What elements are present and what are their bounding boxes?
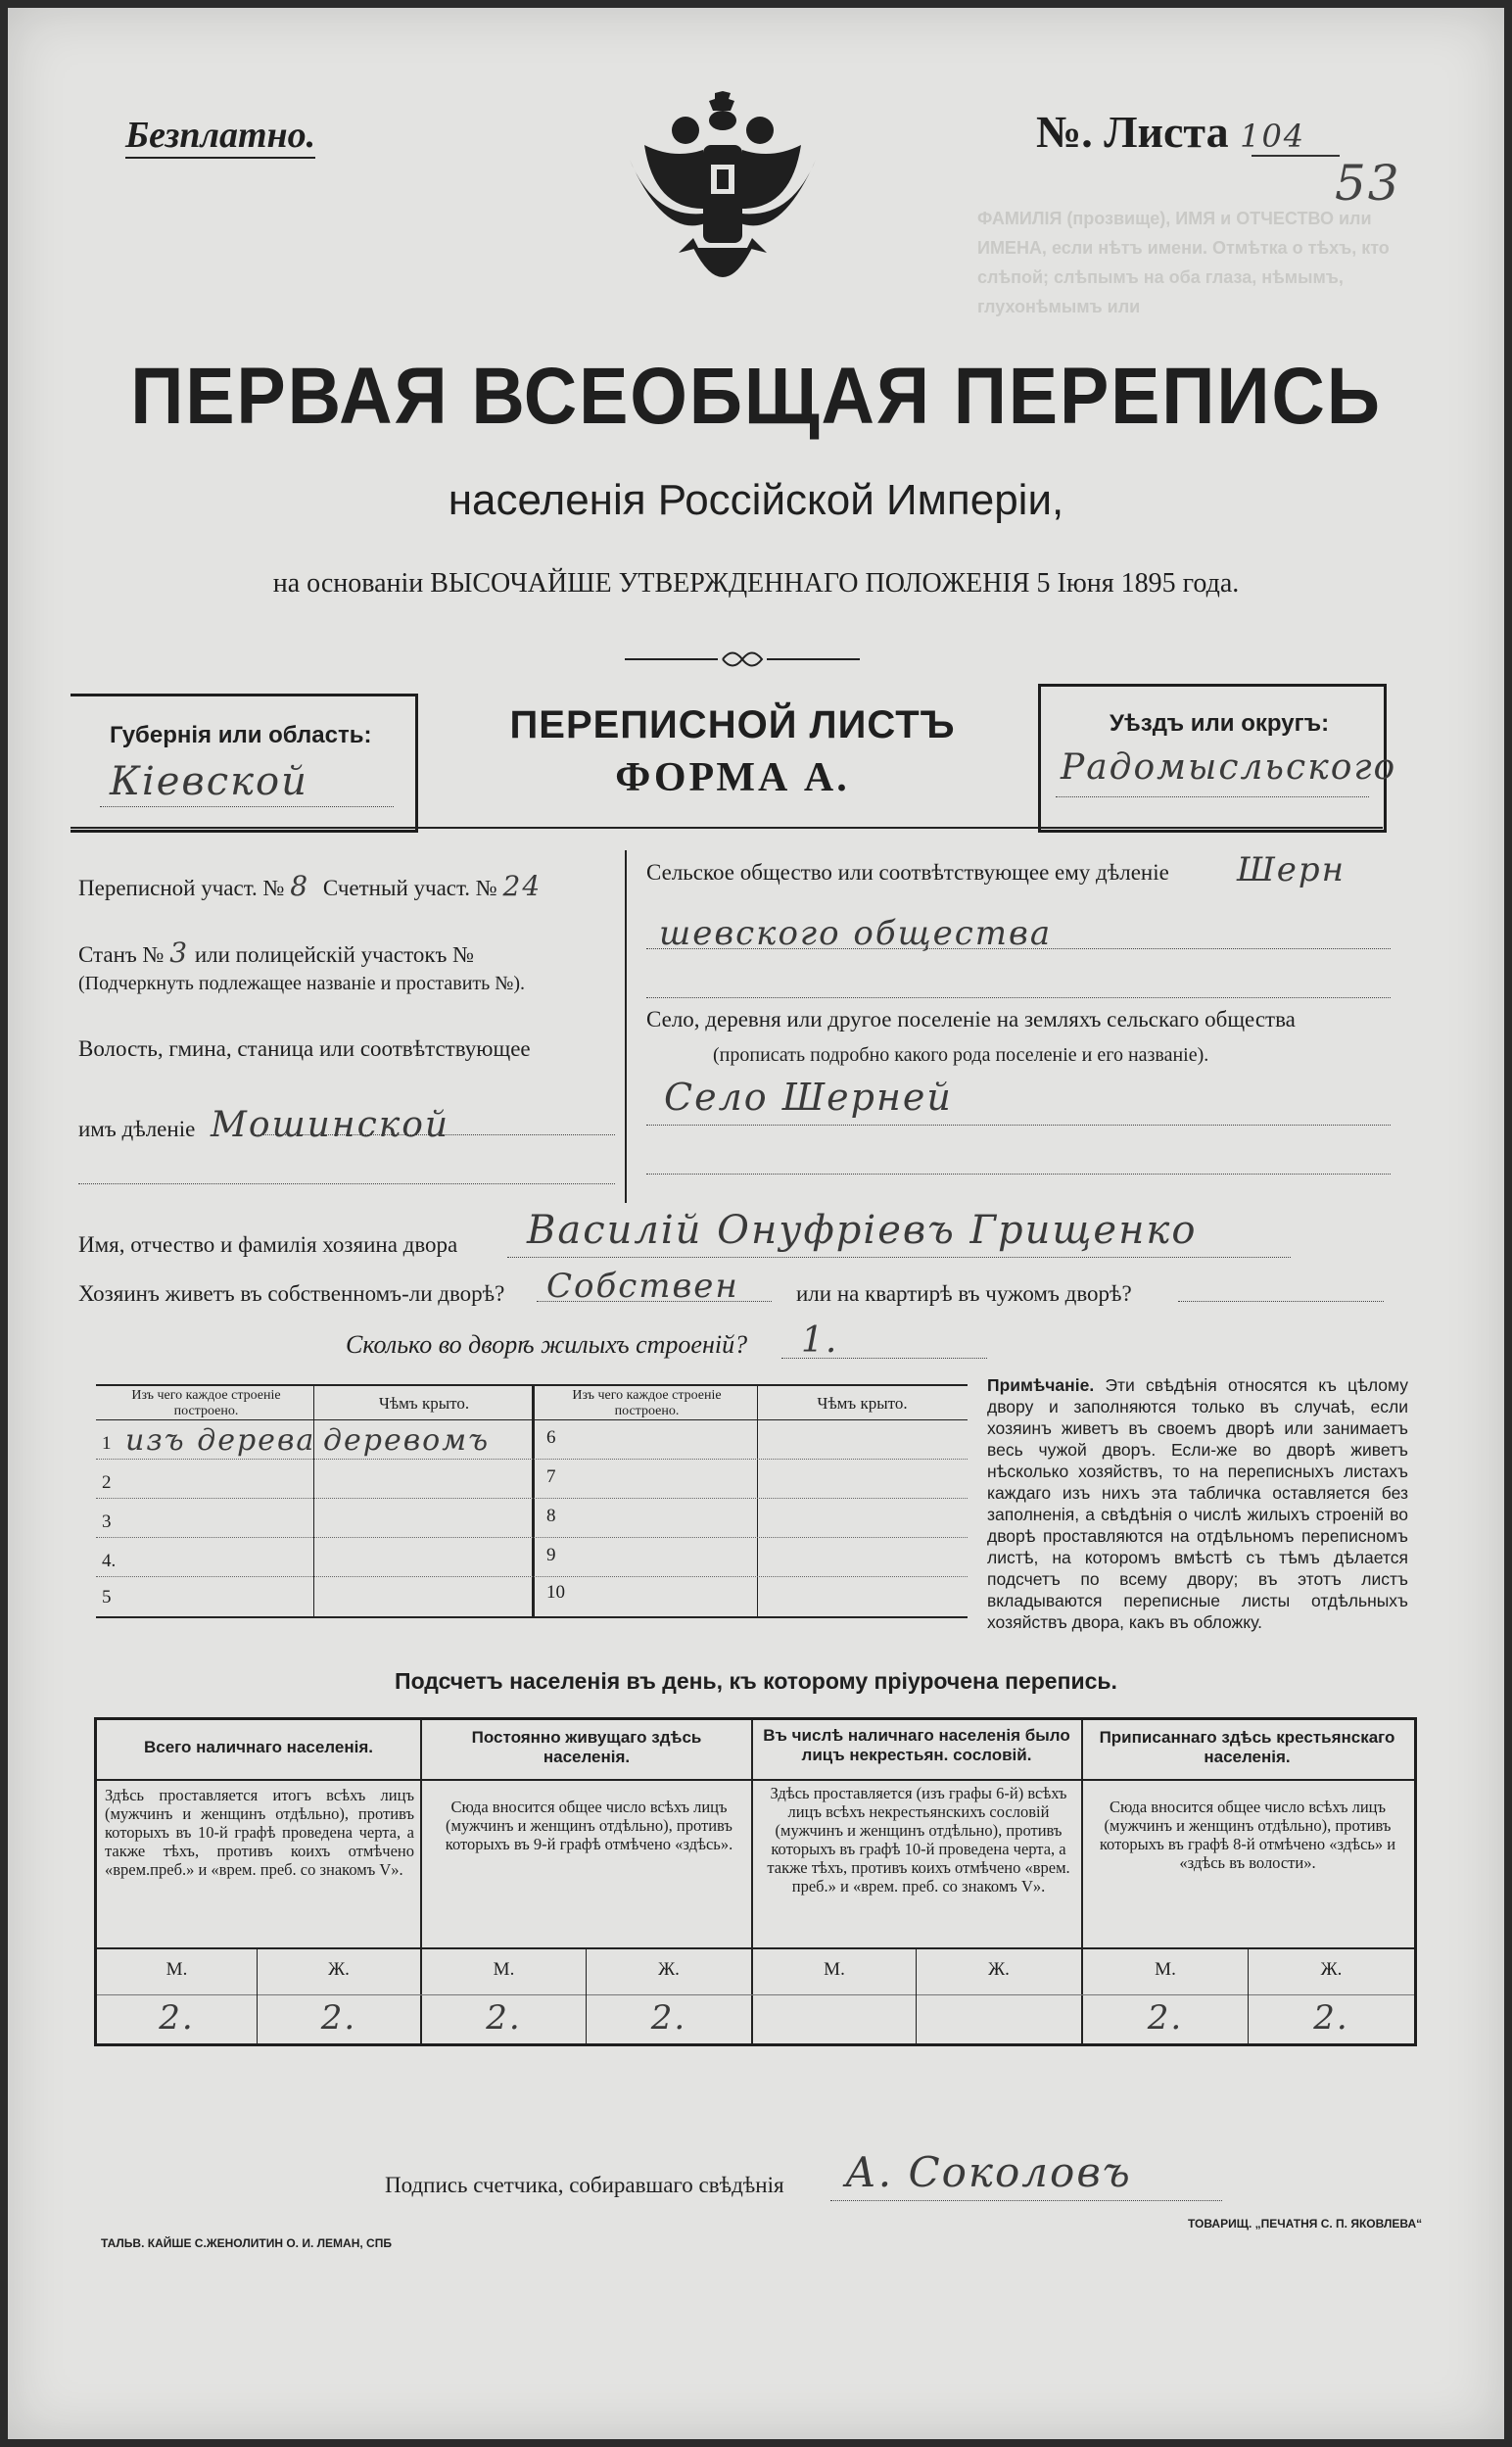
row-num-9: 9	[546, 1545, 556, 1565]
buildings-label: Сколько во дворѣ жилыхъ строеній?	[346, 1330, 748, 1359]
sheet-number: 104	[1240, 118, 1306, 155]
sign-value[interactable]: А. Соколовъ	[845, 2148, 1132, 2196]
volost-label: Волость, гмина, станица или соотвѣтствующее	[78, 1036, 531, 1061]
buildings-value[interactable]: 1.	[801, 1320, 839, 1361]
census-form-page	[8, 8, 1504, 2439]
lives-label2: или на квартирѣ въ чужомъ дворѣ?	[796, 1281, 1132, 1306]
selo-value[interactable]: Село Шерней	[664, 1076, 953, 1119]
row-num-4: 4.	[102, 1551, 117, 1571]
lives-label: Хозяинъ живетъ въ собственномъ-ли дворѣ?	[78, 1281, 505, 1306]
selskoe-value2[interactable]: шевского общества	[659, 914, 1053, 953]
count-desc-3: Сюда вносится общее число всѣхъ лицъ (мужчинъ и женщинъ отдѣльно), противъ которыхъ въ графѣ 8-й отмѣчено «здѣсь» и «здѣсь въ волости».	[1099, 1798, 1396, 1872]
form-title: ПЕРЕПИСНОЙ ЛИСТЪ	[509, 703, 956, 746]
count-head-2: Въ числѣ наличнаго населенія было лицъ некрестьян. сословій.	[763, 1726, 1070, 1764]
row1-material[interactable]: изъ дерева	[125, 1423, 316, 1458]
uezd-box	[1038, 684, 1397, 833]
row-num-2: 2	[102, 1472, 112, 1493]
form-sub: ФОРМА А.	[615, 755, 850, 800]
volost-row: имъ дѣленіе Мошинской	[78, 1105, 450, 1145]
count-m-value-3[interactable]: 2.	[1147, 1998, 1184, 2038]
owner-label: Имя, отчество и фамилія хозяина двора	[78, 1232, 458, 1257]
note-text: Эти свѣдѣнія относятся къ цѣлому двору и заполняются только въ случаѣ, если хозяинъ живетъ въ своемъ дворѣ или занимаетъ весь чужой дворъ. Если-же во дворѣ живетъ нѣсколько хозяйствъ, то на переписныхъ листахъ каждаго изъ нихъ эта табличка оставляется без заполненія, а свѣдѣнія о числѣ жилыхъ строеній во дворѣ проставляются на отдѣльномъ переписномъ листѣ, на которомъ вмѣстѣ съ тѣмъ дѣлается подсчетъ по всему двору; въ этотъ листъ вкладываются переписные листы отдѣльныхъ хозяйствъ двора, какъ въ обложку.	[987, 1375, 1408, 1632]
volost-value[interactable]: Мошинской	[211, 1105, 450, 1145]
gubernia-label: Губернія или область:	[110, 722, 372, 748]
col-roof-right: Чѣмъ крыто.	[817, 1394, 908, 1413]
count-desc-0: Здѣсь проставляется итогъ всѣхъ лицъ (мужчинъ и женщинъ отдѣльно), противъ которыхъ въ 10-й графѣ проведена черта, а также тѣхъ, противъ коихъ отмѣчено «врем.преб.» и «врем. преб. со знакомъ V».	[105, 1786, 414, 1879]
count-zh-value-0[interactable]: 2.	[320, 1998, 357, 2038]
row-num-1: 1	[102, 1433, 112, 1454]
row-num-7: 7	[546, 1466, 556, 1487]
col-roof-left: Чѣмъ крыто.	[378, 1394, 470, 1413]
col-material-left: Изъ чего каждое строеніе построено.	[131, 1388, 281, 1419]
selskoe-value1[interactable]: Шерн	[1237, 850, 1347, 889]
count-desc-1: Сюда вносится общее число всѣхъ лицъ (мужчинъ и женщинъ отдѣльно), противъ которыхъ въ 9-й графѣ отмѣчено «здѣсь».	[445, 1798, 733, 1853]
row-num-6: 6	[546, 1427, 556, 1448]
subtitle: населенія Россійской Имперіи,	[448, 476, 1064, 524]
col-material-right: Изъ чего каждое строеніе построено.	[572, 1388, 722, 1419]
bleed-through-text: ФАМИЛІЯ (прозвище), ИМЯ и ОТЧЕСТВО или ИМЕНА, если нѣтъ имени. Отмѣтка о тѣхъ, кто слѣпой; слѣпымъ на оба глаза, нѣмымъ, глухонѣмымъ или	[977, 209, 1390, 316]
row-num-8: 8	[546, 1506, 556, 1526]
count-zh-value-3[interactable]: 2.	[1313, 1998, 1349, 2038]
count-m-value-0[interactable]: 2.	[159, 1998, 195, 2038]
basis-line: на основаніи ВЫСОЧАЙШЕ УТВЕРЖДЕННАГО ПОЛОЖЕНІЯ 5 Іюня 1895 года.	[272, 568, 1240, 599]
perepis-uchast-value[interactable]: 8	[290, 870, 310, 902]
uezd-label: Уѣздъ или округъ:	[1110, 710, 1330, 737]
sheet-label: №. Листа	[1036, 107, 1229, 157]
count-m-value-1[interactable]: 2.	[486, 1998, 522, 2038]
ornament-divider	[625, 645, 860, 674]
count-table	[94, 1717, 1417, 2046]
lives-value[interactable]: Собствен	[546, 1267, 739, 1306]
note-block	[987, 1374, 1408, 1633]
count-m-label-0: М.	[165, 1959, 188, 1980]
count-zh-label-3: Ж.	[1320, 1959, 1343, 1980]
note-title: Примѣчаніе.	[987, 1375, 1095, 1395]
count-m-label-3: М.	[1155, 1959, 1176, 1980]
count-m-label-2: М.	[824, 1959, 845, 1980]
count-zh-label-0: Ж.	[328, 1959, 350, 1980]
uezd-value[interactable]: Радомысльского	[1061, 747, 1397, 788]
sheet-number-label	[1036, 106, 1305, 158]
selo-label: Село, деревня или другое поселеніе на земляхъ сельскаго общества	[646, 1007, 1296, 1032]
count-m-label-1: М.	[493, 1959, 515, 1980]
count-head-1: Постоянно живущаго здѣсь населенія.	[471, 1728, 702, 1766]
printer-left: ТАЛЬВ. КАЙШЕ С.ЖЕНОЛИТИН О. И. ЛЕМАН, СПБ	[101, 2236, 392, 2250]
stan-note: (Подчеркнуть подлежащее названіе и проставить №).	[78, 973, 525, 994]
stamp-number: 53	[1335, 155, 1401, 212]
count-zh-value-1[interactable]: 2.	[650, 1998, 687, 2038]
buildings-table	[96, 1384, 968, 1618]
imperial-eagle-icon	[625, 91, 821, 297]
schetny-uchast-value[interactable]: 24	[502, 870, 543, 902]
sign-label: Подпись счетчика, собиравшаго свѣдѣнія	[385, 2173, 784, 2197]
count-title: Подсчетъ населенія въ день, къ которому пріурочена перепись.	[395, 1668, 1117, 1694]
selo-note: (прописать подробно какого рода поселеніе и его названіе).	[713, 1044, 1209, 1066]
count-zh-label-2: Ж.	[988, 1959, 1010, 1980]
count-head-0: Всего наличнаго населенія.	[144, 1738, 373, 1756]
page-title: ПЕРВАЯ ВСЕОБЩАЯ ПЕРЕПИСЬ	[130, 352, 1382, 441]
gubernia-value[interactable]: Кіевской	[110, 759, 308, 804]
selskoe-label: Сельское общество или соотвѣтствующее ему дѣленіе	[646, 860, 1169, 885]
stan-row: Станъ № 3 или полицейскій участокъ №	[78, 936, 475, 969]
row-num-10: 10	[546, 1582, 565, 1603]
free-label: Безплатно.	[125, 114, 315, 159]
count-zh-label-1: Ж.	[658, 1959, 680, 1980]
gubernia-box	[71, 694, 418, 833]
count-head-3: Приписаннаго здѣсь крестьянскаго населенія.	[1099, 1728, 1395, 1766]
printer-right: ТОВАРИЩ. „ПЕЧАТНЯ С. П. ЯКОВЛЕВА“	[1188, 2217, 1423, 2231]
row1-roof[interactable]: деревомъ	[323, 1423, 491, 1458]
row-num-3: 3	[102, 1511, 112, 1532]
owner-value[interactable]: Василій Онуфріевъ Грищенко	[527, 1208, 1198, 1253]
perepis-uchast-row: Переписной участ. № 8 Счетный участ. № 24	[78, 870, 543, 902]
stan-value[interactable]: 3	[169, 936, 190, 969]
count-desc-2: Здѣсь проставляется (изъ графы 6-й) всѣхъ лицъ всѣхъ некрестьянскихъ сословій (мужчинъ и женщинъ отдѣльно), противъ которыхъ въ графѣ 10-й проведена черта, а также тѣхъ, противъ коихъ отмѣчено «врем. преб.» и «врем. преб. со знакомъ V».	[767, 1784, 1070, 1895]
row-num-5: 5	[102, 1587, 112, 1607]
